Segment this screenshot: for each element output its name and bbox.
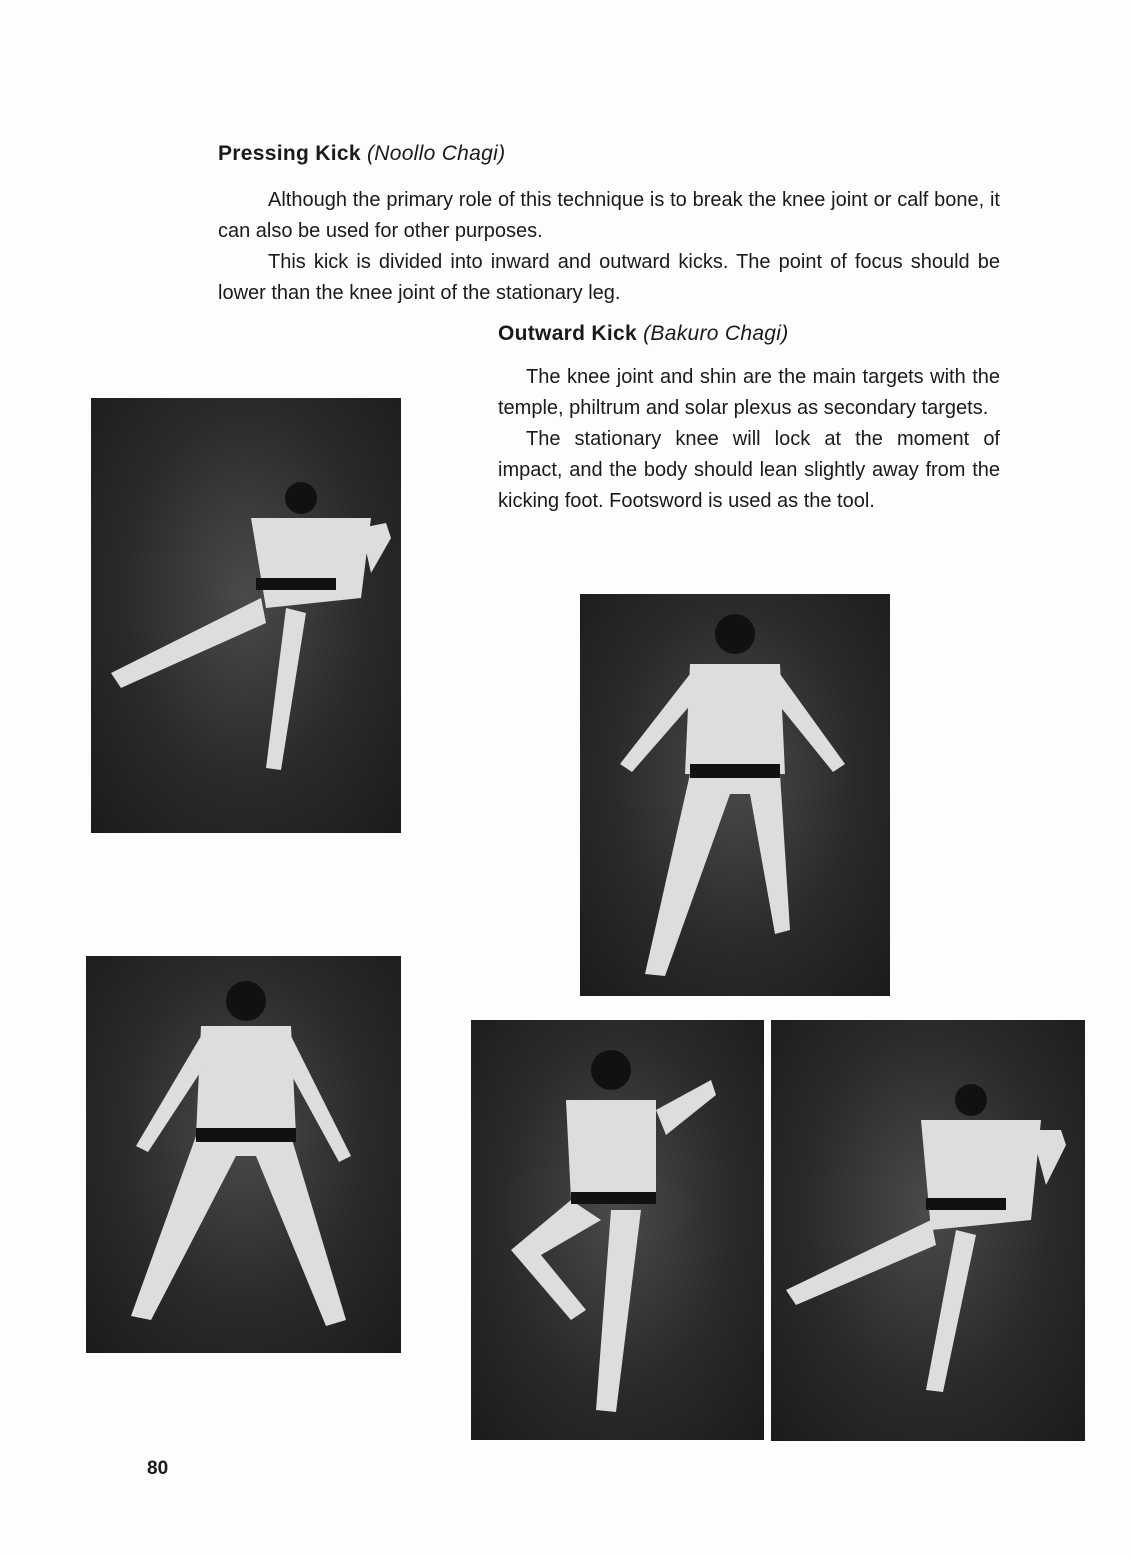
subsection-heading: Outward Kick (Bakuro Chagi): [498, 322, 789, 345]
photo-outward-kick-ready: [580, 594, 890, 996]
section-heading: Pressing Kick (Noollo Chagi): [218, 142, 506, 165]
paragraph: This kick is divided into inward and outward kicks. The point of focus should be lower than the knee joint of the stationary leg.: [218, 251, 1000, 304]
section-body: [218, 185, 1000, 309]
paragraph: The knee joint and shin are the main targets with the temple, philtrum and solar plexus as secondary targets.: [498, 366, 1000, 419]
photo-outward-kick-extension: [771, 1020, 1085, 1441]
photo-pressing-kick: [91, 398, 401, 833]
page-number: 80: [147, 1458, 169, 1479]
subsection-body: [498, 362, 1000, 517]
photo-outward-kick-stance: [86, 956, 401, 1353]
paragraph: Although the primary role of this technique is to break the knee joint or calf bone, it can also be used for other purposes.: [218, 189, 1000, 242]
photo-outward-kick-chamber: [471, 1020, 764, 1440]
paragraph: The stationary knee will lock at the moment of impact, and the body should lean slightly away from the kicking foot. Footsword is used as the tool.: [498, 428, 1000, 512]
